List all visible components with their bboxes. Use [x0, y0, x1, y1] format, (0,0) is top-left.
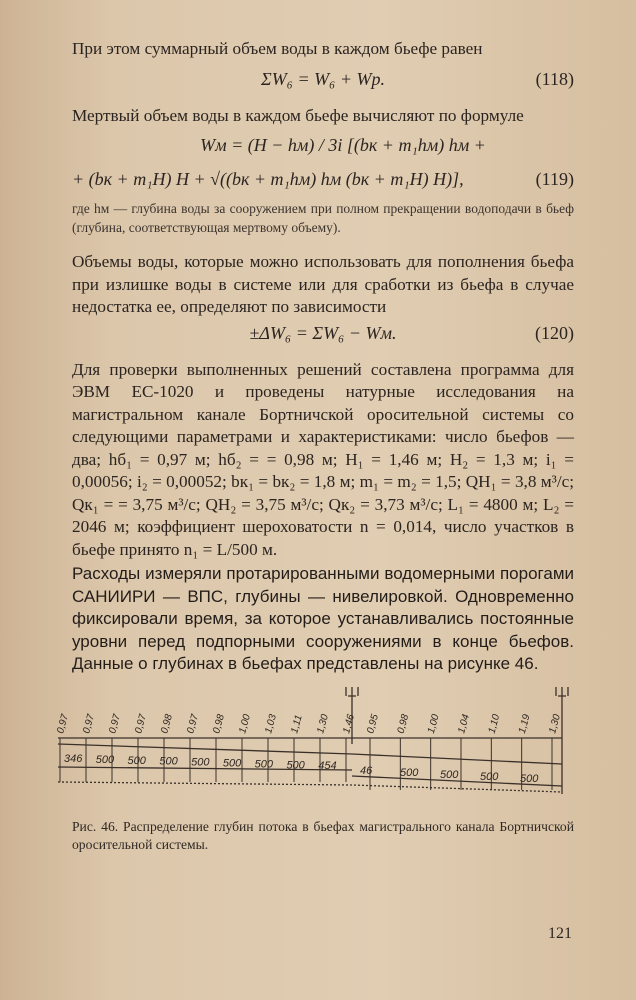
- depth-label: 0,98: [211, 712, 227, 735]
- length-label: 500: [520, 772, 539, 785]
- paragraph-dead-volume: Мертвый объем воды в каждом бьефе вычисляют по формуле: [72, 105, 524, 125]
- paragraph-total-volume: При этом суммарный объем воды в каждом бьефе равен: [72, 39, 483, 58]
- length-label: 500: [159, 755, 178, 768]
- equation-118-body: ΣW₆ = W₆ + Wр.: [261, 68, 385, 89]
- length-label: 500: [286, 758, 305, 771]
- length-label: 46: [360, 764, 373, 777]
- canal-bed-line: [58, 782, 562, 792]
- depth-label: 0,95: [365, 712, 381, 735]
- equation-119-number: (119): [535, 169, 574, 189]
- length-label: 500: [222, 757, 242, 769]
- length-label: 346: [64, 752, 83, 765]
- page-number: 121: [548, 925, 572, 942]
- depth-label: 1,00: [237, 712, 253, 735]
- equation-119-line-2: [72, 167, 574, 193]
- depth-label: 1,19: [516, 712, 533, 735]
- length-label: 500: [127, 754, 146, 767]
- equation-119-line-1-body: Wм = (H − hм) / 3i [(bк + m₁hм) hм +: [200, 135, 486, 155]
- length-label: 454: [318, 759, 337, 772]
- equation-120-body: ±ΔW₆ = ΣW₆ − Wм.: [249, 322, 397, 343]
- depth-label: 1,30: [315, 712, 331, 735]
- paragraph-verification: Для проверки выполненных решений составлена программа для ЭВМ ЕС-1020 и проведены натурные исследования на магистральном канале Бортничской оросительной системы со следующими параметрами и характеристиками: число бьефов — два; hб₁ = 0,97 м; hб₂ = = 0,98 м; H₁ = 1,46 м; H₂ = 1,3 м; i₁ = 0,00056; i₂ = 0,00052; bк₁ = bк₂ = 1,8 м; m₁ = m₂ = 1,5; QН₁ = 3,8 м³/с; Qк₁ = = 3,75 м³/с; QН₂ = 3,75 м³/с; Qк₂ = 3,73 м³/с; L₁ = 4800 м; L₂ = 2046 м; коэффициент шероховатости n = 0,014, число участков в бьефе принято n₁ = L/500 м.: [72, 359, 574, 559]
- note-equation-119: где hм — глубина воды за сооружением при полном прекращении водоподачи в бьеф (глубина, соответствующая мертвому объему).: [72, 201, 574, 235]
- equation-120: [72, 321, 574, 347]
- depth-distribution-diagram: [52, 682, 582, 807]
- equation-119-line-1: [72, 133, 574, 159]
- length-label: 500: [95, 753, 115, 766]
- figure-46-caption: Рис. 46. Распределение глубин потока в бьефах магистрального канала Бортничской оросительной системы.: [72, 818, 574, 852]
- depth-label: 1,10: [486, 712, 503, 735]
- length-band-top-1: [58, 744, 352, 754]
- length-band-top-2: [352, 754, 562, 764]
- depth-label: 0,97: [133, 712, 149, 735]
- depth-label: 1,03: [263, 712, 279, 735]
- length-label: 500: [191, 756, 210, 769]
- depth-label: 1,11: [289, 713, 305, 735]
- length-label: 500: [400, 766, 419, 779]
- depth-label: 0,97: [55, 712, 71, 735]
- depth-label: 0,98: [159, 712, 175, 735]
- length-label: 500: [440, 768, 459, 781]
- equation-118: [72, 67, 574, 93]
- equation-118-number: (118): [535, 68, 574, 89]
- figure-46: [55, 682, 574, 812]
- paragraph-volumes: Объемы воды, которые можно использовать для пополнения бьефа при излишке воды в системе или для сработки из бьефа в случае недостатка ее, определяют по зависимости: [72, 252, 574, 316]
- depth-label: 0,98: [395, 712, 412, 735]
- depth-label: 0,97: [81, 712, 97, 735]
- equation-119-line-2-body: + (bк + m₁H) H + √((bк + m₁hм) hм (bк + m₁H) H)],: [72, 169, 464, 189]
- paragraph-measurements: Расходы измеряли протарированными водомерными порогами САНИИРИ — ВПС, глубины — нивелировкой. Одновременно фиксировали время, за которое устанавливались постоянные уровни перед подпорными сооружениями в конце бьефов. Данные о глубинах в бьефах представлены на рисунке 46.: [72, 564, 574, 673]
- gate-2-icon: [556, 687, 568, 794]
- depth-label: 1,00: [425, 712, 442, 735]
- length-label: 500: [254, 757, 274, 770]
- depth-label: 1,46: [341, 712, 357, 735]
- equation-120-number: (120): [535, 322, 574, 343]
- length-label: 500: [480, 770, 499, 783]
- depth-label: 1,30: [547, 712, 563, 735]
- depth-label: 0,97: [107, 712, 123, 735]
- depth-label: 1,04: [456, 712, 472, 735]
- depth-label: 0,97: [185, 712, 201, 735]
